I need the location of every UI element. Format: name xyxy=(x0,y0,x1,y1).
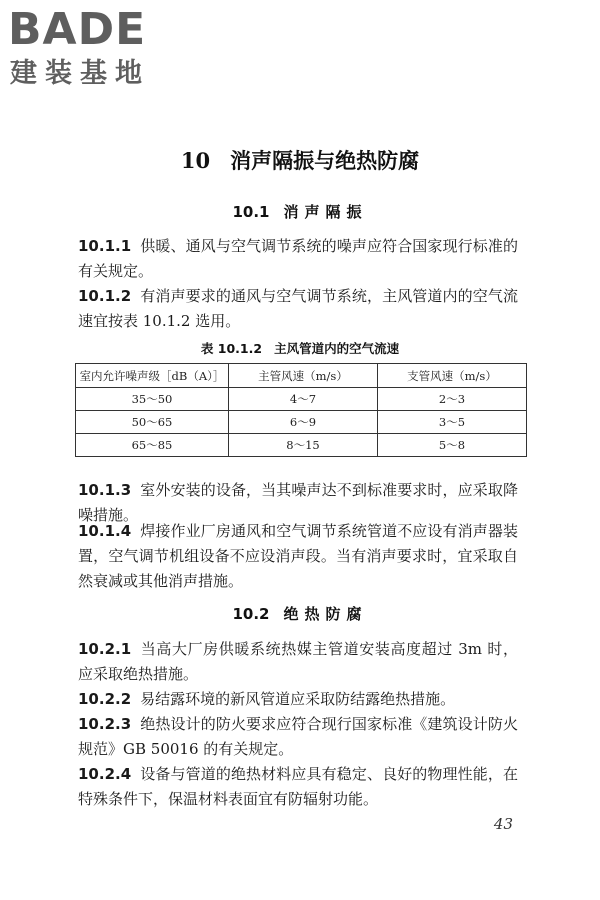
table-number: 表 10.1.2 xyxy=(200,341,263,356)
clause-number: 10.2.3 xyxy=(78,715,132,733)
clause-number: 10.2.4 xyxy=(78,765,132,783)
section-title: 绝热防腐 xyxy=(283,605,368,623)
table-cell: 5～8 xyxy=(378,434,527,457)
table-cell: 4～7 xyxy=(229,388,378,411)
section-heading-10-2 xyxy=(0,603,600,625)
table-title: 主风管道内的空气流速 xyxy=(274,341,400,356)
clause-10-1-2 xyxy=(78,284,518,334)
section-number: 10.1 xyxy=(232,203,270,221)
section-heading-10-1 xyxy=(0,201,600,223)
table-caption xyxy=(0,340,600,358)
header-main-duct-velocity: 主管风速（m/s） xyxy=(229,364,378,388)
header-branch-duct-velocity: 支管风速（m/s） xyxy=(378,364,527,388)
clause-text: 有消声要求的通风与空气调节系统，主风管道内的空气流速宜按表 10.1.2 选用。 xyxy=(78,287,518,330)
table-cell: 8～15 xyxy=(229,434,378,457)
clause-10-1-1 xyxy=(78,234,518,284)
clause-text: 设备与管道的绝热材料应具有稳定、良好的物理性能，在特殊条件下，保温材料表面宜有防辐射功能。 xyxy=(78,765,518,808)
clause-10-2-4 xyxy=(78,762,518,812)
table-cell: 6～9 xyxy=(229,411,378,434)
table-cell: 3～5 xyxy=(378,411,527,434)
logo-subtitle: 建装基地 xyxy=(10,58,150,89)
table-row xyxy=(76,411,527,434)
table-row xyxy=(76,434,527,457)
clause-text: 室外安装的设备，当其噪声达不到标准要求时，应采取降噪措施。 xyxy=(78,481,518,524)
clause-number: 10.1.4 xyxy=(78,522,132,540)
brand-logo xyxy=(8,6,178,98)
clause-text: 当高大厂房供暖系统热媒主管道安装高度超过 3m 时，应采取绝热措施。 xyxy=(78,640,518,683)
clause-10-2-2 xyxy=(78,687,518,712)
page-number: 43 xyxy=(493,815,513,833)
section-title: 消声隔振 xyxy=(283,203,368,221)
clause-number: 10.1.3 xyxy=(78,481,132,499)
table-header-row xyxy=(76,364,527,388)
table-cell: 35～50 xyxy=(76,388,229,411)
table-cell: 2～3 xyxy=(378,388,527,411)
logo-wordmark: BADE xyxy=(8,4,147,55)
chapter-title: 消声隔振与绝热防腐 xyxy=(230,148,420,173)
table-row xyxy=(76,388,527,411)
clause-10-1-4 xyxy=(78,519,518,594)
clause-number: 10.1.1 xyxy=(78,237,132,255)
chapter-number: 10 xyxy=(180,148,211,173)
clause-number: 10.1.2 xyxy=(78,287,132,305)
clause-text: 易结露环境的新风管道应采取防结露绝热措施。 xyxy=(140,690,456,708)
table-cell: 50～65 xyxy=(76,411,229,434)
clause-number: 10.2.1 xyxy=(78,640,132,658)
clause-text: 供暖、通风与空气调节系统的噪声应符合国家现行标准的有关规定。 xyxy=(78,237,518,280)
header-noise-level: 室内允许噪声级［dB（A）］ xyxy=(76,364,229,388)
chapter-heading xyxy=(0,146,600,176)
air-velocity-table xyxy=(75,363,527,457)
clause-text: 焊接作业厂房通风和空气调节系统管道不应设有消声器装置，空气调节机组设备不应设消声段。当有消声要求时，宜采取自然衰减或其他消声措施。 xyxy=(78,522,518,590)
clause-10-2-1 xyxy=(78,637,518,687)
table-cell: 65～85 xyxy=(76,434,229,457)
clause-number: 10.2.2 xyxy=(78,690,132,708)
clause-10-2-3 xyxy=(78,712,518,762)
clause-text: 绝热设计的防火要求应符合现行国家标准《建筑设计防火规范》GB 50016 的有关规定。 xyxy=(78,715,518,758)
section-number: 10.2 xyxy=(232,605,270,623)
